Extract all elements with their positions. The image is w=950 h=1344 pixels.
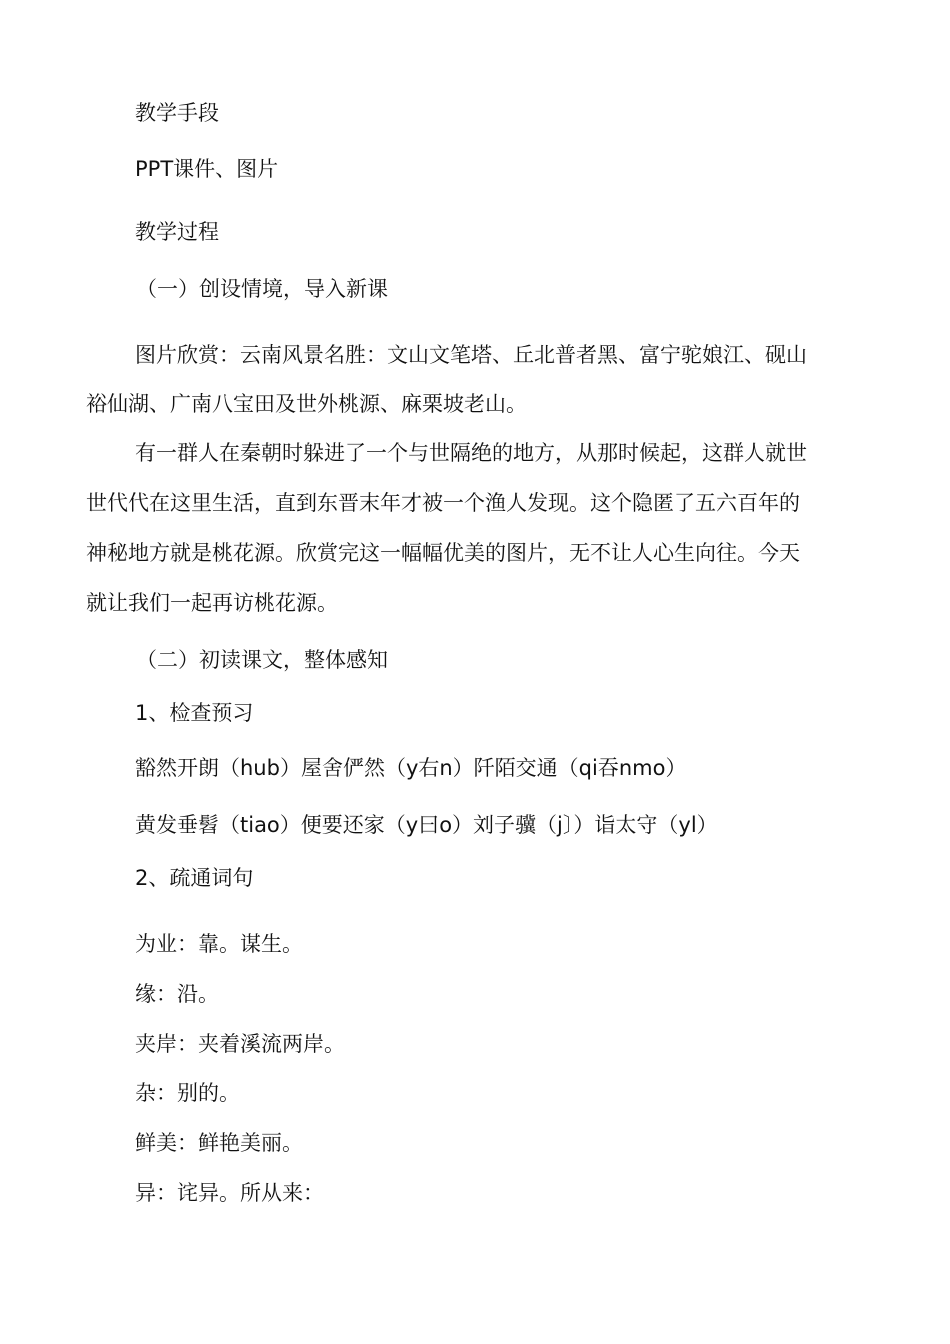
heading-teaching-process: 教学过程 [135,220,219,244]
paragraph-2-line-2: 世代代在这里生活，直到东晋末年才被一个渔人发现。这个隐匿了五六百年的 [86,491,800,515]
gloss-item: 异：诧异。所从来： [135,1181,324,1205]
heading-teaching-means: 教学手段 [135,101,219,125]
gloss-item: 缘：沿。 [135,982,219,1006]
paragraph-2-line-4: 就让我们一起再访桃花源。 [86,591,338,615]
vocab-line-2: 黄发垂髫（tiao）便要还家（y曰o）刘子骥（j〕）诣太守（yl） [135,813,718,837]
paragraph-2-line-3: 神秘地方就是桃花源。欣赏完这一幅幅优美的图片，无不让人心生向往。今天 [86,541,800,565]
section-heading-2: （二）初读课文，整体感知 [136,648,388,672]
vocab-line-1: 豁然开朗（hub）屋舍俨然（y右n）阡陌交通（qi吞nmo） [135,756,687,780]
paragraph-2-line-1: 有一群人在秦朝时躲进了一个与世隔绝的地方，从那时候起，这群人就世 [135,441,807,465]
subheading-clarify-words: 2、疏通词句 [135,866,254,890]
subheading-check-preview: 1、检查预习 [135,701,254,725]
gloss-item: 杂：别的。 [135,1081,240,1105]
paragraph-1-line-2: 裕仙湖、广南八宝田及世外桃源、麻栗坡老山。 [86,392,527,416]
gloss-item: 为业：靠。谋生。 [135,932,303,956]
gloss-item: 夹岸：夹着溪流两岸。 [135,1032,345,1056]
teaching-means-text: PPT课件、图片 [135,157,279,181]
gloss-item: 鲜美：鲜艳美丽。 [135,1131,303,1155]
section-heading-1: （一）创设情境，导入新课 [136,277,388,301]
paragraph-1-line-1: 图片欣赏：云南风景名胜：文山文笔塔、丘北普者黑、富宁驼娘江、砚山 [135,343,807,367]
